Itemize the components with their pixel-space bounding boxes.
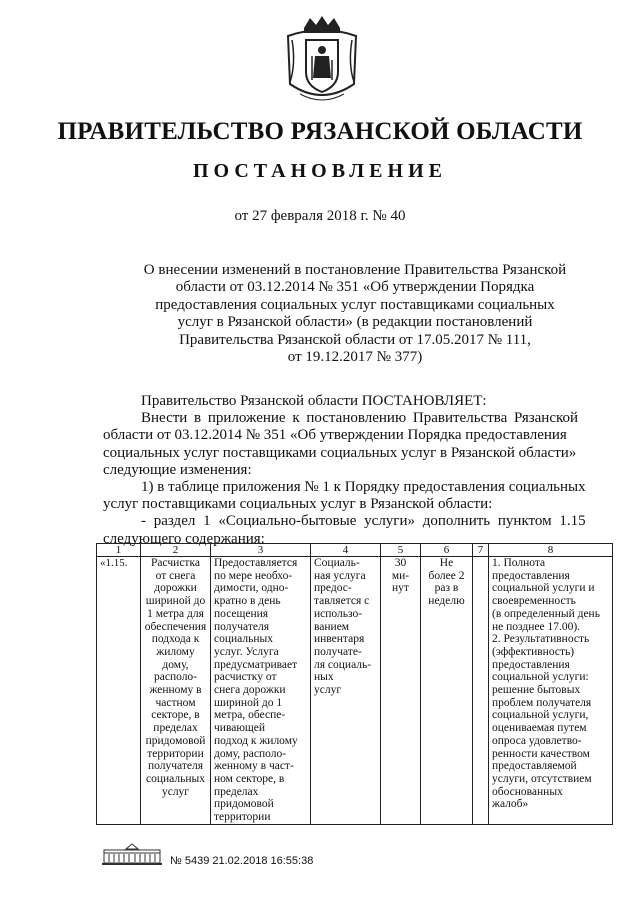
cell-line: услуг: [314, 684, 342, 697]
cell-line: 30: [394, 557, 407, 569]
body-line: Внести в приложение к постановлению Правительства Рязанской: [141, 410, 579, 427]
cell-line: «1.15.: [100, 557, 128, 569]
body-line: следующего содержания:: [103, 530, 265, 547]
cell-line: подхода к: [151, 633, 200, 646]
cell-line: социальных: [214, 633, 273, 646]
cell-line: дому, располо-: [214, 747, 287, 760]
cell-line: частном: [155, 696, 196, 709]
cell-line: ми-: [391, 569, 410, 582]
cell-line: дому,: [162, 658, 189, 671]
table-header-cell: 1: [97, 544, 141, 557]
cell-line: чивающей: [214, 722, 266, 735]
cell-line: неделю: [428, 595, 465, 608]
building-stamp-icon: [102, 843, 162, 865]
cell-line: проблем получателя: [492, 696, 592, 709]
cell-line: услуг: [161, 785, 190, 798]
cell-line: предусматривает: [214, 658, 298, 671]
body-line: области от 03.12.2014 № 351 «Об утверждении Порядка предоставления: [103, 427, 567, 444]
table-header-cell: 3: [211, 544, 311, 557]
cell-line: придомовой: [214, 798, 274, 811]
body-line: Правительство Рязанской области ПОСТАНОВЛЯЕТ:: [141, 393, 487, 409]
cell-line: женному в: [149, 684, 202, 697]
cell-line: более 2: [428, 569, 465, 582]
cell-line: предоставляемой: [492, 760, 577, 773]
cell-line: (эффективность): [492, 645, 575, 658]
cell-empty: [473, 557, 489, 825]
subject-line: предоставления социальных услуг поставщиками социальных: [155, 296, 555, 313]
subject-line: услуг в Рязанской области» (в редакции постановлений: [177, 314, 533, 331]
cell-line: обеспечения: [144, 620, 207, 633]
cell-line: 2. Результативность: [492, 633, 590, 646]
cell-line: расчистку от: [214, 671, 277, 684]
document-date-number: от 27 февраля 2018 г. № 40: [234, 208, 406, 224]
cell-line: территории: [214, 811, 271, 824]
cell-service-description: [211, 557, 311, 825]
cell-line: предоставления: [492, 569, 570, 582]
body-line: 1) в таблице приложения № 1 к Порядку предоставления социальных: [141, 479, 586, 496]
cell-line: обоснованных: [492, 785, 563, 798]
body-line: - раздел 1 «Социально-бытовые услуги» дополнить пунктом 1.15: [141, 513, 586, 530]
cell-line: метра, обеспе-: [214, 709, 286, 722]
cell-line: жилому: [156, 645, 195, 658]
table-header-cell: 4: [311, 544, 381, 557]
cell-line: шириной до 1: [214, 696, 283, 709]
document-type: ПОСТАНОВЛЕНИЕ: [193, 160, 447, 182]
cell-line: получателя: [148, 760, 203, 773]
subject-line: области от 03.12.2014 № 351 «Об утверждении Порядка: [175, 279, 535, 296]
cell-line: предос-: [314, 582, 352, 595]
cell-line: опроса удовлетво-: [492, 734, 582, 747]
table-row: [97, 557, 613, 825]
cell-line: использо-: [314, 607, 363, 620]
cell-line: снега дорожки: [214, 684, 286, 697]
document-body: [103, 393, 608, 548]
cell-line: жалоб»: [492, 798, 529, 811]
cell-line: решение бытовых: [492, 684, 581, 697]
services-table: [96, 543, 613, 825]
cell-line: кратно в день: [214, 595, 281, 608]
cell-line: шириной до: [145, 595, 206, 608]
cell-item-number: [97, 557, 141, 825]
cell-line: услуг. Услуга: [214, 645, 279, 658]
ryazan-coat-of-arms-icon: [282, 14, 362, 106]
cell-service-conditions: [311, 557, 381, 825]
cell-line: социальной услуги и: [492, 582, 595, 595]
cell-line: 1. Полнота: [492, 557, 546, 569]
cell-line: социальной услуги:: [492, 671, 589, 684]
cell-line: придомовой: [145, 734, 206, 747]
cell-line: подход к жилому: [214, 734, 298, 747]
table-header-cell: 6: [421, 544, 473, 557]
cell-line: оцениваемая путем: [492, 722, 587, 735]
table-header-row: [97, 544, 613, 557]
cell-line: дорожки: [154, 582, 197, 595]
cell-line: услуги, отсутствием: [492, 772, 592, 785]
subject-line: от 19.12.2017 № 377): [287, 349, 423, 366]
document-subject: [140, 262, 570, 366]
cell-line: ванием: [314, 620, 350, 633]
cell-line: раз в: [434, 582, 459, 595]
cell-line: Предоставляется: [214, 557, 298, 569]
subject-line: О внесении изменений в постановление Правительства Рязанской: [143, 262, 567, 278]
table-header-cell: 7: [473, 544, 489, 557]
government-title: ПРАВИТЕЛЬСТВО РЯЗАНСКОЙ ОБЛАСТИ: [57, 118, 583, 145]
cell-line: тавляется с: [314, 595, 370, 608]
cell-line: предоставления: [492, 658, 570, 671]
table-header-cell: 2: [141, 544, 211, 557]
body-line: следующие изменения:: [103, 461, 252, 478]
cell-line: пределах: [153, 722, 198, 735]
cell-line: Социаль-: [314, 557, 360, 569]
cell-line: женному в част-: [214, 760, 294, 773]
cell-line: получате-: [314, 645, 362, 658]
cell-line: ля социаль-: [314, 658, 372, 671]
cell-line: социальной услуги,: [492, 709, 589, 722]
body-line: услуг поставщиками социальных услуг в Рязанской области:: [103, 496, 493, 513]
table-header-cell: 5: [381, 544, 421, 557]
cell-line: инвентаря: [314, 633, 365, 646]
cell-line: нут: [392, 582, 409, 595]
cell-line: пределах: [214, 785, 259, 798]
cell-service-frequency: [421, 557, 473, 825]
cell-line: Расчистка: [151, 557, 200, 569]
cell-line: 1 метра для: [147, 607, 204, 620]
body-line: социальных услуг поставщиками социальных услуг в Рязанской области»: [103, 444, 577, 461]
cell-line: посещения: [214, 607, 269, 620]
cell-service-duration: [381, 557, 421, 825]
cell-line: по мере необхо-: [214, 569, 293, 582]
cell-line: территории: [147, 747, 204, 760]
cell-service-name: [141, 557, 211, 825]
table-header-cell: 8: [489, 544, 613, 557]
cell-line: секторе, в: [151, 709, 200, 722]
cell-line: димости, одно-: [214, 582, 289, 595]
cell-line: социальных: [146, 772, 205, 785]
cell-line: Не: [439, 557, 454, 569]
cell-line: располо-: [153, 671, 198, 684]
cell-line: не позднее 17.00).: [492, 620, 581, 633]
subject-line: Правительства Рязанской области от 17.05.2017 № 111,: [179, 331, 531, 348]
cell-line: своевременность: [492, 595, 576, 608]
cell-quality-indicators: [489, 557, 613, 825]
cell-line: ных: [314, 671, 334, 684]
cell-line: (в определенный день: [492, 607, 600, 620]
cell-line: от снега: [155, 569, 196, 582]
cell-line: ная услуга: [314, 569, 366, 582]
registration-stamp: № 5439 21.02.2018 16:55:38: [170, 855, 314, 867]
cell-line: ренности качеством: [492, 747, 590, 760]
cell-line: получателя: [214, 620, 269, 633]
cell-line: ном секторе, в: [214, 772, 285, 785]
